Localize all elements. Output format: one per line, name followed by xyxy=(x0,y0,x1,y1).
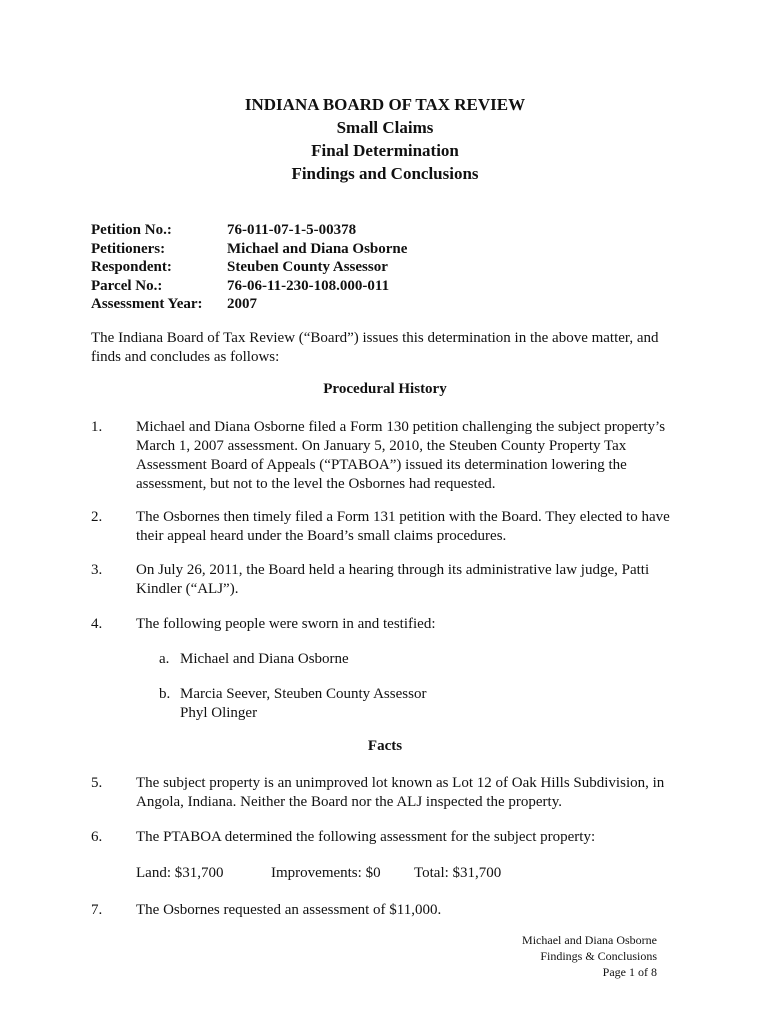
witness-letter: b. xyxy=(159,686,171,702)
paragraph-text: The subject property is an unimproved lot known as Lot 12 of Oak Hills Subdivision, in Angola, Indiana. Neither the Board nor the ALJ inspected the property. xyxy=(136,775,665,810)
paragraph-number: 5. xyxy=(91,775,103,791)
intro-paragraph: The Indiana Board of Tax Review (“Board”) issues this determination in the above matter, and finds and concludes as follows: xyxy=(91,330,659,365)
assessment-improvements: Improvements: $0 xyxy=(271,865,381,881)
meta-value: 2007 xyxy=(227,296,257,312)
footer-case-name: Michael and Diana Osborne xyxy=(522,933,657,947)
meta-value: Michael and Diana Osborne xyxy=(227,240,408,257)
meta-row-year xyxy=(91,295,407,314)
meta-value: 76-06-11-230-108.000-011 xyxy=(227,277,390,294)
meta-row-petitioners xyxy=(91,240,407,259)
meta-row-respondent xyxy=(91,258,407,277)
meta-label: Petitioners: xyxy=(91,240,166,257)
paragraph-text: Michael and Diana Osborne filed a Form 130 petition challenging the subject property’s March 1, 2007 assessment. On January 5, 2010, the Steuben County Property Tax Assessment Board of Appeals (“PTABOA”) issued its determination lowering the assessment, but not to the level the Osbornes had requested. xyxy=(136,419,666,492)
meta-label: Assessment Year: xyxy=(91,296,203,312)
witness-letter: a. xyxy=(159,651,170,667)
paragraph-text: The Osbornes requested an assessment of $11,000. xyxy=(136,902,442,918)
paragraph-number: 1. xyxy=(91,419,103,435)
assessment-total: Total: $31,700 xyxy=(414,865,502,881)
meta-value: 76-011-07-1-5-00378 xyxy=(227,222,357,238)
witness-text: Michael and Diana Osborne xyxy=(180,651,349,667)
meta-value: Steuben County Assessor xyxy=(227,259,388,275)
assessment-land: Land: $31,700 xyxy=(136,865,224,881)
footer-page-number: Page 1 of 8 xyxy=(602,965,657,979)
paragraph-number: 3. xyxy=(91,562,103,578)
heading-procedural-history: Procedural History xyxy=(323,381,447,397)
meta-row-petition xyxy=(91,221,407,240)
paragraph-number: 6. xyxy=(91,829,103,845)
paragraph-text: On July 26, 2011, the Board held a hearing through its administrative law judge, Patti Kindler (“ALJ”). xyxy=(136,562,650,597)
footer-doc-type: Findings & Conclusions xyxy=(540,949,657,963)
paragraph-text: The Osbornes then timely filed a Form 131 petition with the Board. They elected to have their appeal heard under the Board’s small claims procedures. xyxy=(136,509,670,544)
heading-facts: Facts xyxy=(367,738,403,754)
paragraph-number: 7. xyxy=(91,902,103,918)
title-agency: INDIANA BOARD OF TAX REVIEW xyxy=(244,95,526,114)
meta-row-parcel xyxy=(91,277,407,296)
paragraph-text: The PTABOA determined the following assessment for the subject property: xyxy=(136,829,596,845)
witness-text: Marcia Seever, Steuben County Assessor xyxy=(180,686,427,702)
document-title xyxy=(0,93,770,185)
paragraph-number: 4. xyxy=(91,616,103,632)
meta-label: Respondent: xyxy=(91,259,172,275)
page-footer xyxy=(522,932,657,980)
case-metadata xyxy=(91,221,407,314)
witness-text-line2: Phyl Olinger xyxy=(180,705,258,721)
meta-label: Parcel No.: xyxy=(91,277,163,294)
title-findings: Findings and Conclusions xyxy=(291,164,479,183)
title-small-claims: Small Claims xyxy=(336,118,434,137)
paragraph-text: The following people were sworn in and testified: xyxy=(136,616,436,632)
title-final-determination: Final Determination xyxy=(311,141,459,160)
paragraph-number: 2. xyxy=(91,509,103,525)
meta-label: Petition No.: xyxy=(91,222,172,238)
